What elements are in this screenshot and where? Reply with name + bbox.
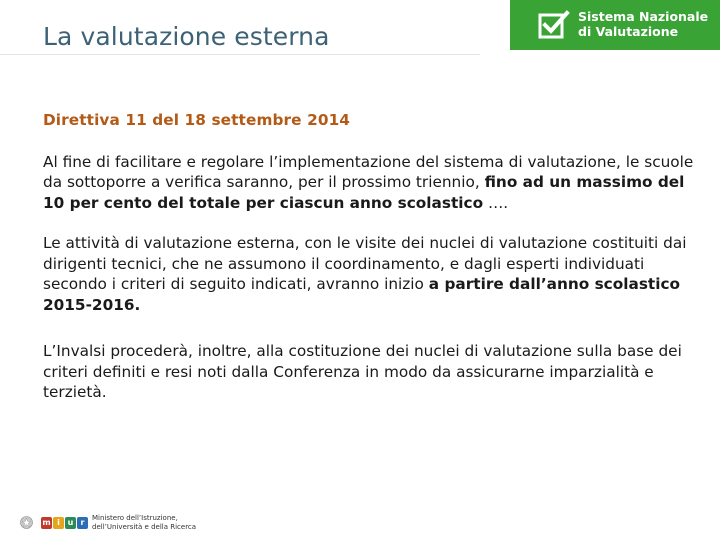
brand-line-2: di Valutazione <box>578 24 679 39</box>
republic-emblem-icon <box>20 516 33 529</box>
slide-body <box>43 110 708 403</box>
footer <box>14 510 314 536</box>
brand-banner <box>510 0 720 50</box>
ministry-line-1: Ministero dell’Istruzione, <box>92 514 178 522</box>
ministry-line-2: dell’Università e della Ricerca <box>92 523 197 531</box>
title-divider <box>0 54 480 55</box>
miur-logo-letter: r <box>77 517 88 529</box>
miur-logo-letter: i <box>53 517 64 529</box>
page-title: La valutazione esterna <box>43 22 330 51</box>
paragraph-1-tail: …. <box>483 193 509 212</box>
brand-line-1: Sistema Nazionale <box>578 9 709 24</box>
paragraph-1-bold: fino ad un massimo del 10 per cento del totale per ciascun anno scolastico <box>43 173 685 212</box>
paragraph-1-text: Al fine di facilitare e regolare l’implementazione del sistema di valutazione, le scuole da sottoporre a verifica saranno, per il prossimo triennio, <box>43 152 694 191</box>
paragraph-2-bold: a partire dall’anno scolastico 2015-2016. <box>43 275 681 314</box>
paragraph-2 <box>43 233 708 315</box>
brand-name <box>578 9 708 39</box>
section-subtitle: Direttiva 11 del 18 settembre 2014 <box>43 111 351 129</box>
paragraph-3: L’Invalsi procederà, inoltre, alla costituzione dei nuclei di valutazione sulla base dei criteri definiti e resi noti dalla Conferenza in modo da assicurarne imparzialità e terzietà. <box>43 342 682 401</box>
checkbox-check-icon <box>538 10 570 40</box>
miur-logo-letter: u <box>65 517 76 529</box>
ministry-name <box>92 514 196 532</box>
paragraph-1 <box>43 152 708 214</box>
miur-logo-letter: m <box>42 518 51 527</box>
paragraph-2-text: Le attività di valutazione esterna, con le visite dei nuclei di valutazione costituiti dai dirigenti tecnici, che ne assumono il coordinamento, e dagli esperti individuati secondo i criteri di seguito indicati, avranno inizio <box>43 234 687 293</box>
